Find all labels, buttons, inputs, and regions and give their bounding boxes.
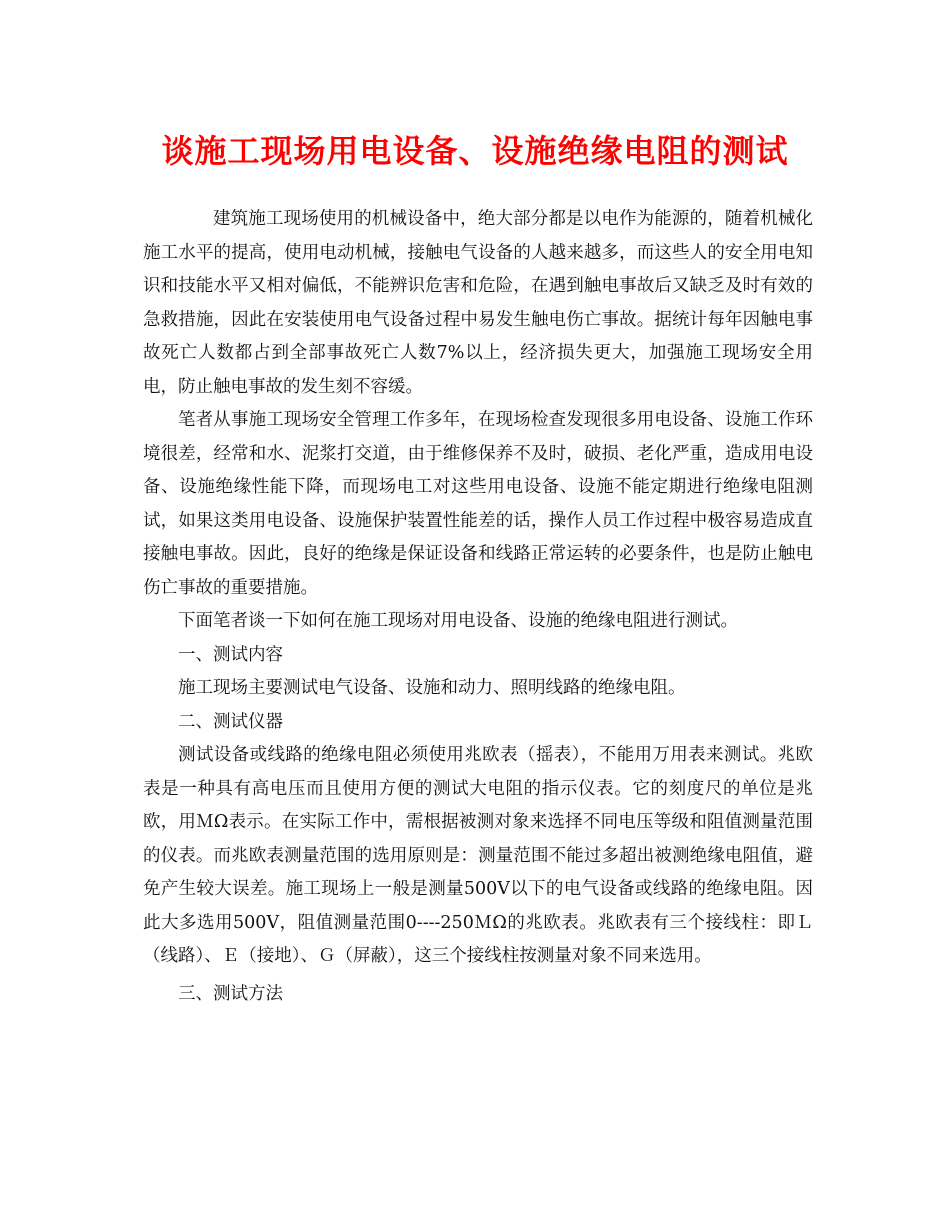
section-heading-test-method: 三、测试方法	[178, 983, 283, 1004]
document-body	[143, 203, 813, 1011]
section-heading-test-instrument: 二、测试仪器	[178, 711, 283, 732]
section-heading-test-content: 一、测试内容	[178, 644, 283, 665]
document-title: 谈施工现场用电设备、设施绝缘电阻的测试	[161, 132, 789, 170]
section-text-test-content: 施工现场主要测试电气设备、设施和动力、照明线路的绝缘电阻。	[178, 678, 686, 698]
section-text-test-instrument: 测试设备或线路的绝缘电阻必须使用兆欧表（摇表），不能用万用表来测试。兆欧表是一种具有高电压而且使用方便的测试大电阻的指示仪表。它的刻度尺的单位是兆欧，用ＭΩ表示。在实际工作中，需根据被测对象来选择不同电压等级和阻值测量范围的仪表。而兆欧表测量范围的选用原则是：测量范围不能过多超出被测绝缘电阻值，避免产生较大误差。施工现场上一般是测量500V以下的电气设备或线路的绝缘电阻。因此大多选用500V，阻值测量范围0----250ＭΩ的兆欧表。兆欧表有三个接线柱：即Ｌ（线路）、Ｅ（接地）、Ｇ（屏蔽），这三个接线柱按测量对象不同来选用。	[143, 745, 813, 966]
background-paragraph: 笔者从事施工现场安全管理工作多年，在现场检查发现很多用电设备、设施工作环境很差，经常和水、泥浆打交道，由于维修保养不及时，破损、老化严重，造成用电设备、设施绝缘性能下降，而现场电工对这些用电设备、设施不能定期进行绝缘电阻测试，如果这类用电设备、设施保护装置性能差的话，操作人员工作过程中极容易造成直接触电事故。因此，良好的绝缘是保证设备和线路正常运转的必要条件，也是防止触电伤亡事故的重要措施。	[143, 410, 813, 598]
transition-paragraph: 下面笔者谈一下如何在施工现场对用电设备、设施的绝缘电阻进行测试。	[178, 611, 738, 631]
intro-paragraph: 建筑施工现场使用的机械设备中，绝大部分都是以电作为能源的，随着机械化施工水平的提高，使用电动机械，接触电气设备的人越来越多，而这些人的安全用电知识和技能水平又相对偏低，不能辨识危害和危险，在遇到触电事故后又缺乏及时有效的急救措施，因此在安装使用电气设备过程中易发生触电伤亡事故。据统计每年因触电事故死亡人数都占到全部事故死亡人数7%以上，经济损失更大，加强施工现场安全用电，防止触电事故的发生刻不容缓。	[143, 209, 813, 397]
